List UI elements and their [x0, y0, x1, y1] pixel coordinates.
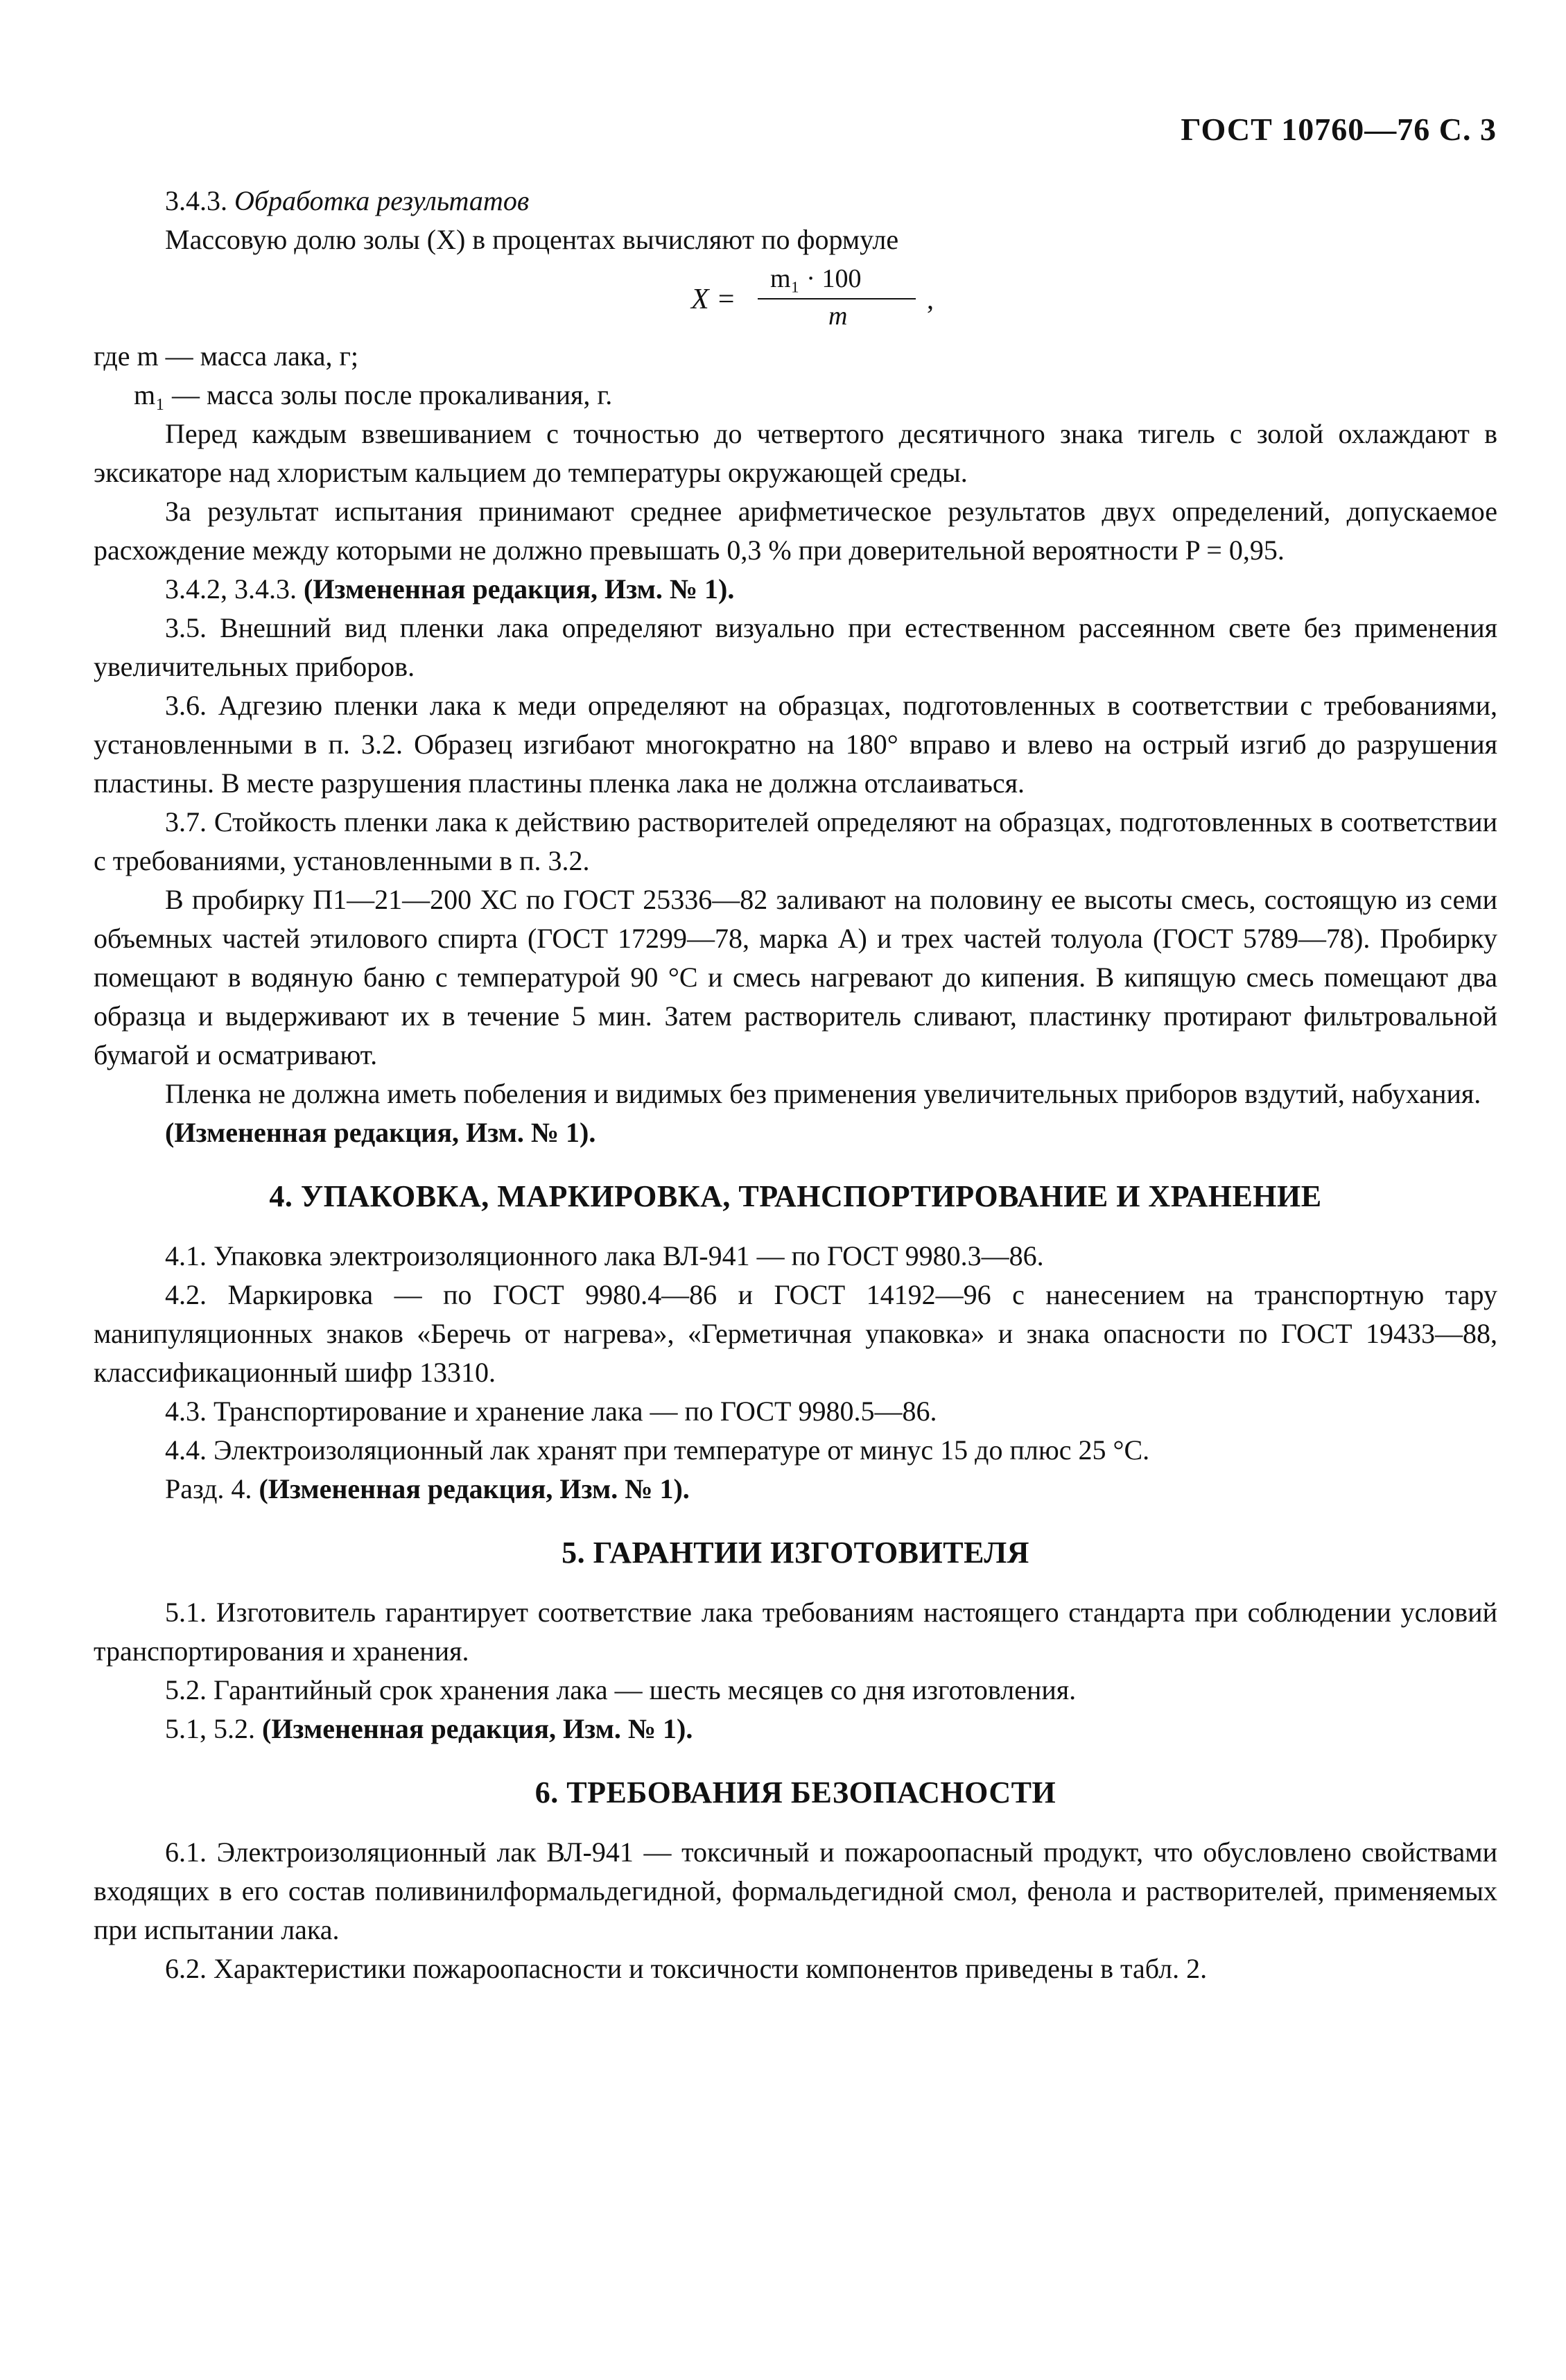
amendment-ref: Разд. 4.	[165, 1473, 252, 1504]
clause-3-6: 3.6. Адгезию пленки лака к меди определяют на образцах, подготовленных в соответствии с требованиями, установленными в п. 3.2. Образец изгибают многократно на 180° вправо и влево на острый изгиб до разрушения пластины. В месте разрушения пластины пленка лака не должна отслаиваться.	[94, 690, 1497, 799]
subsection-title: Обработка результатов	[234, 185, 530, 216]
clause-6-1: 6.1. Электроизоляционный лак ВЛ-941 — токсичный и пожароопасный продукт, что обусловлено свойствами входящих в его состав поливинилформальдегидной, формальдегидной смол, фенола и растворителей, применяемых при испытании лака.	[94, 1836, 1497, 1945]
amendment-note-37: (Измененная редакция, Изм. № 1).	[165, 1117, 596, 1148]
amendment-ref: 3.4.2, 3.4.3.	[165, 573, 297, 605]
clause-3-5: 3.5. Внешний вид пленки лака определяют визуально при естественном рассеянном свете без применения увеличительных приборов.	[94, 612, 1497, 682]
formula-numerator: m₁ · 100	[770, 264, 862, 293]
amendment-text: (Измененная редакция, Изм. № 1).	[259, 1473, 690, 1504]
clause-3-7-tube-test: В пробирку П1—21—200 ХС по ГОСТ 25336—82 заливают на половину ее высоты смесь, состоящую из семи объемных частей этилового спирта (ГОСТ 17299—78, марка А) и трех частей толуола (ГОСТ 5789—78). Пробирку помещают в водяную баню с температурой 90 °С и смесь нагревают до кипения. В кипящую смесь помещают два образца и выдерживают их в течение 5 мин. Затем растворитель сливают, пластинку протирают фильтровальной бумагой и осматривают.	[94, 884, 1497, 1070]
section-4-heading: 4. УПАКОВКА, МАРКИРОВКА, ТРАНСПОРТИРОВАНИЕ И ХРАНЕНИЕ	[269, 1179, 1322, 1213]
definition-m: где m — масса лака, г;	[94, 340, 358, 372]
clause-4-4: 4.4. Электроизоляционный лак хранят при температуре от минус 15 до плюс 25 °С.	[165, 1434, 1150, 1466]
subsection-number: 3.4.3.	[165, 185, 227, 216]
amendment-note-4	[94, 1470, 1497, 1509]
formula-lhs: X =	[691, 284, 736, 315]
section-5-heading: 5. ГАРАНТИИ ИЗГОТОВИТЕЛЯ	[562, 1536, 1029, 1570]
clause-4-3: 4.3. Транспортирование и хранение лака — по ГОСТ 9980.5—86.	[165, 1396, 937, 1427]
ash-formula	[94, 259, 1497, 337]
spacer	[94, 1152, 1497, 1177]
spacer	[94, 1572, 1497, 1593]
definition-m1: m₁ — масса золы после прокаливания, г.	[134, 379, 613, 410]
subsection-343-heading	[94, 182, 1497, 220]
amendment-ref: 5.1, 5.2.	[165, 1713, 255, 1744]
clause-3-7-film: Пленка не должна иметь побеления и видимых без применения увеличительных приборов вздутий, набухания.	[165, 1078, 1481, 1109]
spacer	[94, 1509, 1497, 1534]
clause-4-2: 4.2. Маркировка — по ГОСТ 9980.4—86 и ГОСТ 14192—96 с нанесением на транспортную тару манипуляционных знаков «Беречь от нагрева», «Герметичная упаковка» и знака опасности по ГОСТ 19433—88, классификационный шифр 13310.	[94, 1279, 1497, 1388]
formula-tail: ,	[927, 284, 934, 315]
amendment-text: (Измененная редакция, Изм. № 1).	[304, 573, 735, 605]
clause-6-2: 6.2. Характеристики пожароопасности и токсичности компонентов приведены в табл. 2.	[165, 1953, 1208, 1984]
clause-5-1: 5.1. Изготовитель гарантирует соответствие лака требованиям настоящего стандарта при соблюдении условий транспортирования и хранения.	[94, 1597, 1497, 1667]
spacer	[94, 1216, 1497, 1237]
formula-intro: Массовую долю золы (X) в процентах вычисляют по формуле	[165, 224, 899, 255]
formula-denominator: m	[828, 302, 848, 331]
paragraph-result: За результат испытания принимают среднее арифметическое результатов двух определений, допускаемое расхождение между которыми не должно превышать 0,3 % при доверительной вероятности P = 0,95.	[94, 496, 1497, 566]
page-header: ГОСТ 10760—76 С. 3	[1181, 112, 1497, 147]
paragraph-weighing: Перед каждым взвешиванием с точностью до четвертого десятичного знака тигель с золой охлаждают в эксикаторе над хлористым кальцием до температуры окружающей среды.	[94, 418, 1497, 488]
amendment-note-342	[94, 570, 1497, 609]
amendment-note-5	[94, 1710, 1497, 1748]
clause-4-1: 4.1. Упаковка электроизоляционного лака ВЛ-941 — по ГОСТ 9980.3—86.	[165, 1240, 1044, 1271]
clause-5-2: 5.2. Гарантийный срок хранения лака — шесть месяцев со дня изготовления.	[165, 1674, 1077, 1705]
page-body	[94, 182, 1497, 1988]
clause-3-7: 3.7. Стойкость пленки лака к действию растворителей определяют на образцах, подготовленных в соответствии с требованиями, установленными в п. 3.2.	[94, 806, 1497, 876]
spacer	[94, 1748, 1497, 1773]
spacer	[94, 1812, 1497, 1833]
formula-fraction	[723, 259, 986, 337]
amendment-text: (Измененная редакция, Изм. № 1).	[262, 1713, 693, 1744]
section-6-heading: 6. ТРЕБОВАНИЯ БЕЗОПАСНОСТИ	[534, 1775, 1056, 1809]
